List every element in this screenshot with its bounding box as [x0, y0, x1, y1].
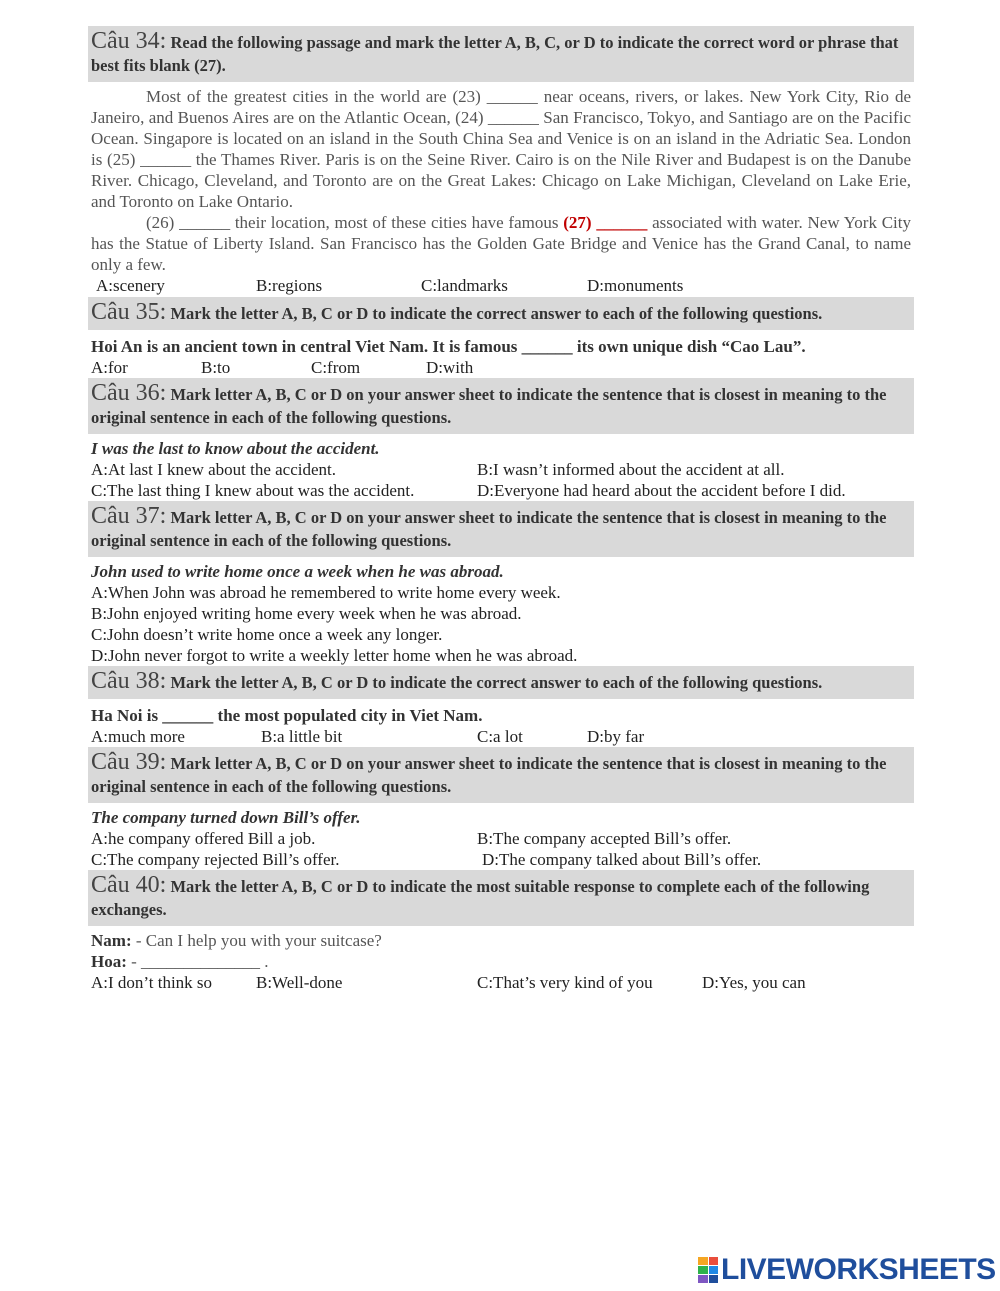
question-number: Câu 40: [91, 872, 167, 898]
option-a[interactable]: A:I don’t think so [91, 973, 213, 992]
option-a[interactable]: A:At last I knew about the accident. [91, 460, 337, 479]
option-d[interactable]: D:with [426, 358, 474, 377]
question-number: Câu 38: [91, 668, 167, 694]
question-instruction: Mark the letter A, B, C or D to indicate the correct answer to each of the following questions. [170, 304, 823, 323]
speaker-name: Hoa: [91, 952, 127, 971]
question-instruction: Mark the letter A, B, C or D to indicate the most suitable response to complete each of the following exchanges. [91, 877, 870, 919]
logo-text: LIVEWORKSHEETS [721, 1253, 996, 1286]
option-d[interactable]: D:by far [587, 727, 645, 746]
option-a[interactable]: A:scenery [96, 276, 165, 295]
question-37-header [88, 501, 914, 557]
option-c[interactable]: C:a lot [477, 727, 523, 746]
question-instruction: Read the following passage and mark the letter A, B, C, or D to indicate the correct word or phrase that best fits blank (27). [91, 33, 899, 75]
question-number: Câu 36: [91, 380, 167, 406]
question-instruction: Mark letter A, B, C or D on your answer sheet to indicate the sentence that is closest in meaning to the original sentence in each of the following questions. [91, 754, 887, 796]
option-a[interactable]: A:for [91, 358, 128, 377]
question-stem: John used to write home once a week when he was abroad. [91, 562, 504, 581]
question-40-header [88, 870, 914, 926]
option-c[interactable]: C:The company rejected Bill’s offer. [91, 850, 340, 869]
question-stem: Hoi An is an ancient town in central Viet Nam. It is famous ______ its own unique dish “Cao Lau”. [91, 337, 806, 356]
option-c[interactable]: C:from [311, 358, 361, 377]
option-c[interactable]: C:landmarks [421, 276, 508, 295]
option-d[interactable]: D:Everyone had heard about the accident before I did. [477, 481, 846, 500]
question-stem: I was the last to know about the accident. [91, 439, 380, 458]
speaker-name: Nam: [91, 931, 132, 950]
option-a[interactable]: A:much more [91, 727, 185, 746]
reading-passage [88, 86, 914, 275]
option-d[interactable]: D:John never forgot to write a weekly letter home when he was abroad. [91, 646, 578, 665]
option-c[interactable]: C:The last thing I knew about was the accident. [91, 481, 415, 500]
answer-options [88, 726, 914, 747]
answer-options [88, 828, 914, 849]
answer-options [88, 357, 914, 378]
question-number: Câu 35: [91, 299, 167, 325]
target-blank-27: (27) ______ [563, 213, 648, 232]
question-39-header [88, 747, 914, 803]
option-c[interactable]: C:That’s very kind of you [477, 973, 653, 992]
worksheet [88, 26, 914, 993]
option-d[interactable]: D:The company talked about Bill’s offer. [482, 850, 762, 869]
question-36-header [88, 378, 914, 434]
answer-options [88, 972, 914, 993]
dialogue-line-2: Hoa: - ______________ . [91, 952, 269, 971]
option-b[interactable]: B:I wasn’t informed about the accident at all. [477, 460, 785, 479]
option-b[interactable]: B:Well-done [256, 973, 343, 992]
question-stem: The company turned down Bill’s offer. [91, 808, 361, 827]
liveworksheets-logo-icon [698, 1257, 718, 1283]
option-b[interactable]: B:regions [256, 276, 323, 295]
answer-options [88, 459, 914, 480]
question-instruction: Mark letter A, B, C or D on your answer sheet to indicate the sentence that is closest in meaning to the original sentence in each of the following questions. [91, 385, 887, 427]
option-b[interactable]: B:to [201, 358, 231, 377]
passage-paragraph-2: (26) ______ their location, most of these cities have famous (27) ______ associated with water. New York City has the Statue of Liberty Island. San Francisco has the Golden Gate Bridge and Venice has the Grand Canal, to name only a few. [91, 213, 912, 274]
answer-options [88, 849, 914, 870]
passage-paragraph-1: Most of the greatest cities in the world are (23) ______ near oceans, rivers, or lakes. New York City, Rio de Janeiro, and Buenos Aires are on the Atlantic Ocean, (24) ______ San Francisco, Tokyo, and Santiago are on the Pacific Ocean. Singapore is located on an island in the South China Sea and Venice is on an island in the Adriatic Sea. London is (25) ______ the Thames River. Paris is on the Seine River. Cairo is on the Nile River and Budapest is on the Danube River. Chicago, Cleveland, and Toronto are on the Great Lakes: Chicago on Lake Michigan, Cleveland on Lake Erie, and Toronto on Lake Ontario. [91, 87, 911, 211]
option-b[interactable]: B:The company accepted Bill’s offer. [477, 829, 732, 848]
option-a[interactable]: A:he company offered Bill a job. [91, 829, 316, 848]
answer-options [88, 480, 914, 501]
dialogue-line-1: Nam: - Can I help you with your suitcase? [91, 931, 382, 950]
question-number: Câu 37: [91, 503, 167, 529]
question-number: Câu 34: [91, 28, 167, 54]
option-d[interactable]: D:Yes, you can [702, 973, 806, 992]
question-35-header [88, 297, 914, 330]
question-instruction: Mark letter A, B, C or D on your answer sheet to indicate the sentence that is closest in meaning to the original sentence in each of the following questions. [91, 508, 887, 550]
question-34-header [88, 26, 914, 82]
option-a[interactable]: A:When John was abroad he remembered to write home every week. [91, 583, 561, 602]
option-b[interactable]: B:a little bit [261, 727, 343, 746]
question-instruction: Mark the letter A, B, C or D to indicate the correct answer to each of the following questions. [170, 673, 823, 692]
option-b[interactable]: B:John enjoyed writing home every week when he was abroad. [91, 604, 522, 623]
question-stem: Ha Noi is ______ the most populated city in Viet Nam. [91, 706, 483, 725]
question-number: Câu 39: [91, 749, 167, 775]
option-d[interactable]: D:monuments [587, 276, 684, 295]
option-c[interactable]: C:John doesn’t write home once a week any longer. [91, 625, 443, 644]
liveworksheets-logo [698, 1255, 996, 1285]
question-38-header [88, 666, 914, 699]
answer-options [88, 275, 914, 296]
